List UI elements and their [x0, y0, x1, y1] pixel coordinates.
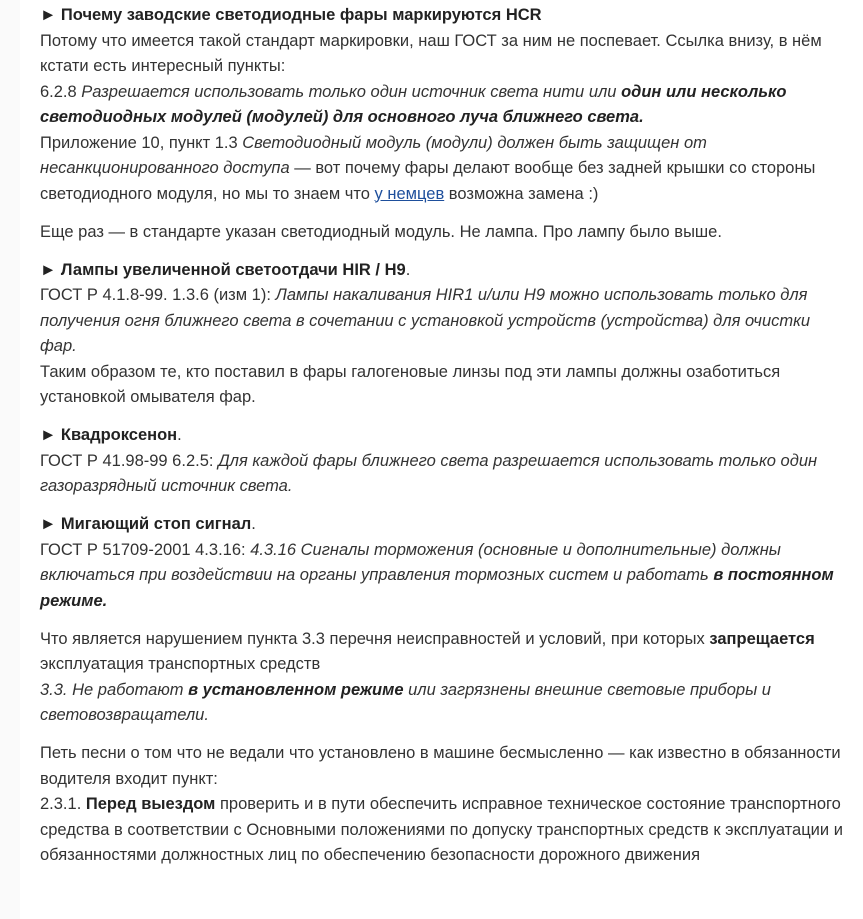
section-heading-hir: [40, 261, 406, 279]
paragraph-text: Петь песни о том что не ведали что установлено в машине бесмысленно — как известно в обязанности водителя входит пункт:: [40, 744, 841, 788]
clause-quote: или загрязнены внешние световые приборы и световозвращатели.: [40, 680, 771, 724]
heading-text: Мигающий стоп сигнал: [60, 515, 252, 533]
annex-reference: Приложение 10, пункт 1.3: [40, 133, 243, 152]
gost-quote-emphasis: в постоянном режиме.: [40, 566, 834, 610]
heading-suffix: .: [405, 260, 411, 279]
heading-suffix: .: [177, 426, 182, 444]
section-driver-duty: [40, 741, 845, 869]
paragraph-text: возможна замена :): [444, 184, 599, 203]
section-brake-light: [40, 512, 845, 614]
clause-quote-emphasis: в установленном режиме: [188, 680, 404, 699]
clause-number: 2.3.1.: [40, 795, 86, 813]
paragraph-text: эксплуатация транспортных средств: [40, 655, 321, 673]
paragraph-text: — вот почему фары делают вообще без задней крышки со стороны светодиодного модуля, но мы то знаем что: [40, 159, 816, 203]
section-heading-brake-light: [40, 515, 251, 533]
arrow-bullet-icon: ►: [40, 426, 61, 444]
paragraph-text: Что является нарушением пункта 3.3 перечня неисправностей и условий, при которых: [40, 629, 710, 648]
section-violation: [40, 627, 845, 729]
section-hir: [40, 258, 845, 411]
heading-text: Квадроксенон: [60, 426, 178, 444]
heading-suffix: .: [251, 515, 256, 533]
arrow-bullet-icon: ►: [40, 6, 61, 24]
emphasis-text: Перед выездом: [85, 795, 216, 813]
gost-quote: Для каждой фары ближнего света разрешается использовать только один газоразрядный источник света.: [40, 451, 818, 495]
section-heading-hcr: [40, 6, 542, 24]
paragraph-text: Таким образом те, кто поставил в фары галогеновые линзы под эти лампы должны озаботиться установкой омывателя фар.: [40, 362, 781, 406]
gost-reference: ГОСТ Р 41.98-99 6.2.5:: [40, 451, 219, 470]
gost-quote: Лампы накаливания HIR1 и/или H9 можно использовать только для получения огня ближнего света в сочетании с установкой устройств (устройства) для очистки фар.: [40, 286, 811, 355]
gost-quote: 4.3.16 Сигналы торможения (основные и дополнительные) должны включаться при воздействии на органы управления тормозных систем и работать: [40, 540, 781, 584]
clause-quote: 3.3. Не работают: [40, 680, 189, 699]
clause-quote: Разрешается использовать только один источник света нити или: [81, 82, 622, 101]
clause-number: 6.2.8: [40, 82, 82, 101]
heading-text: Почему заводские светодиодные фары маркируются HCR: [60, 6, 542, 24]
gost-reference: ГОСТ Р 51709-2001 4.3.16:: [40, 540, 251, 559]
section-hcr: [40, 3, 845, 207]
arrow-bullet-icon: ►: [40, 515, 61, 533]
arrow-bullet-icon: ►: [40, 260, 61, 279]
heading-text: Лампы увеличенной светоотдачи HIR / H9: [60, 260, 406, 279]
paragraph-text: проверить и в пути обеспечить исправное техническое состояние транспортного средства в соответствии с Основными положениями по допуску транспортных средств к эксплуатации и обязанностями должностных лиц по обеспечению безопасности дорожного движения: [40, 795, 843, 864]
section-heading-quadxenon: [40, 426, 177, 444]
section-led-note: [40, 220, 845, 246]
article-body: [20, 0, 863, 919]
annex-quote: Светодиодный модуль (модули) должен быть защищен от несанкционированного доступа: [40, 133, 707, 177]
emphasis-text: запрещается: [709, 629, 815, 648]
germany-link[interactable]: у немцев: [374, 184, 445, 203]
paragraph-text: Потому что имеется такой стандарт маркировки, наш ГОСТ за ним не поспевает. Ссылка внизу, в нём кстати есть интересный пункты:: [40, 31, 822, 75]
paragraph-text: Еще раз — в стандарте указан светодиодный модуль. Не лампа. Про лампу было выше.: [40, 222, 722, 241]
gost-reference: ГОСТ Р 4.1.8-99. 1.3.6 (изм 1):: [40, 286, 276, 304]
clause-quote-emphasis: один или несколько светодиодных модулей (модулей) для основного луча ближнего света.: [40, 82, 787, 126]
section-quadxenon: [40, 423, 845, 500]
